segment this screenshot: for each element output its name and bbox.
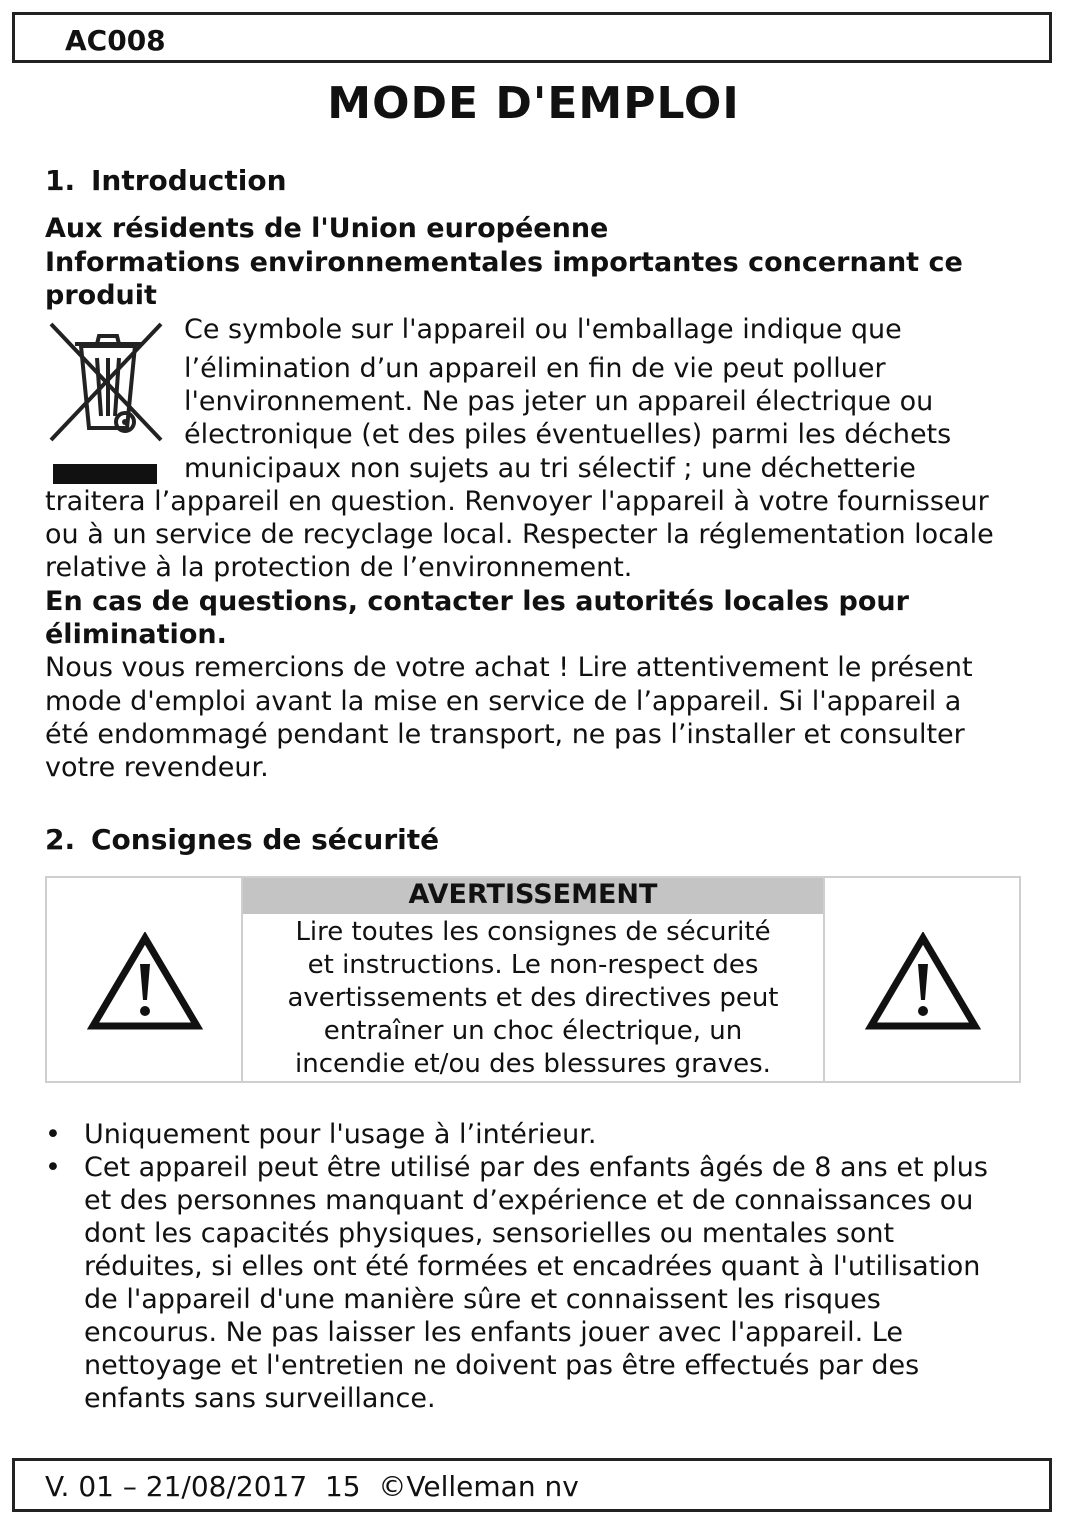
section-1-heading <box>45 164 287 197</box>
weee-line: l'environnement. Ne pas jeter un appareil électrique ou <box>184 386 934 417</box>
section-2-number: 2. <box>45 823 76 856</box>
section-2-title: Consignes de sécurité <box>91 823 440 856</box>
thanks-line: été endommagé pendant le transport, ne pas l’installer et consulter <box>45 719 965 750</box>
weee-cont-line: ou à un service de recyclage local. Respecter la réglementation locale <box>45 519 994 550</box>
bullet-line: encourus. Ne pas laisser les enfants jouer avec l'appareil. Le <box>84 1317 903 1348</box>
warning-text <box>243 916 823 1081</box>
thanks-line: votre revendeur. <box>45 752 269 783</box>
bullet-line: dont les capacités physiques, sensorielles ou mentales sont <box>84 1218 895 1249</box>
section-1-number: 1. <box>45 164 76 197</box>
warning-icon-cell-left <box>47 878 243 1081</box>
bullet-text: Uniquement pour l'usage à l’intérieur. <box>84 1119 597 1150</box>
footer-box <box>12 1458 1052 1512</box>
bullet-line: et des personnes manquant d’expérience et de connaissances ou <box>84 1185 974 1216</box>
warning-line: entraîner un choc électrique, un <box>323 1016 743 1046</box>
eu-title: Aux résidents de l'Union européenne <box>45 213 609 244</box>
bullet-dot: • <box>45 1119 61 1150</box>
warning-caption: AVERTISSEMENT <box>243 878 823 914</box>
warning-triangle-icon <box>865 932 981 1032</box>
bullet-line: nettoyage et l'entretien ne doivent pas être effectués par des <box>84 1350 920 1381</box>
thanks-line: mode d'emploi avant la mise en service de l’appareil. Si l'appareil a <box>45 686 962 717</box>
warning-line: avertissements et des directives peut <box>287 983 779 1013</box>
product-code: AC008 <box>65 24 166 57</box>
weee-bin-icon <box>45 316 167 491</box>
warning-triangle-icon <box>87 932 203 1032</box>
weee-line: l’élimination d’un appareil en fin de vie peut polluer <box>184 353 886 384</box>
warning-icon-cell-right <box>823 878 1019 1081</box>
weee-cont-line: relative à la protection de l’environnement. <box>45 552 633 583</box>
section-1-title: Introduction <box>91 164 287 197</box>
thanks-line: Nous vous remercions de votre achat ! Lire attentivement le présent <box>45 652 973 683</box>
warning-line: Lire toutes les consignes de sécurité <box>295 917 771 947</box>
header-box <box>12 12 1052 63</box>
warning-line: incendie et/ou des blessures graves. <box>295 1049 771 1079</box>
footer-text: V. 01 – 21/08/2017 15 ©Velleman nv <box>45 1470 579 1503</box>
bullet-line: réduites, si elles ont été formées et encadrées quant à l'utilisation <box>84 1251 981 1282</box>
questions-line: élimination. <box>45 619 227 650</box>
bullet-text <box>84 1151 988 1415</box>
warning-box <box>45 876 1021 1083</box>
bullet-line: enfants sans surveillance. <box>84 1383 436 1414</box>
warning-line: et instructions. Le non-respect des <box>307 950 759 980</box>
weee-line: électronique (et des piles éventuelles) parmi les déchets <box>184 419 952 450</box>
weee-line: municipaux non sujets au tri sélectif ; une déchetterie <box>184 453 916 484</box>
weee-cont-line: traitera l’appareil en question. Renvoyer l'appareil à votre fournisseur <box>45 486 989 517</box>
bullet-line: de l'appareil d'une manière sûre et connaissent les risques <box>84 1284 881 1315</box>
page-title: MODE D'EMPLOI <box>327 78 740 129</box>
bullet-line: Cet appareil peut être utilisé par des enfants âgés de 8 ans et plus <box>84 1152 988 1183</box>
questions-line: En cas de questions, contacter les autorités locales pour <box>45 586 909 617</box>
bullet-dot: • <box>45 1152 61 1183</box>
weee-line: Ce symbole sur l'appareil ou l'emballage indique que <box>184 314 902 345</box>
env-title-line-2: produit <box>45 280 157 311</box>
env-title-line-1: Informations environnementales importantes concernant ce <box>45 247 963 278</box>
section-2-heading <box>45 823 439 856</box>
